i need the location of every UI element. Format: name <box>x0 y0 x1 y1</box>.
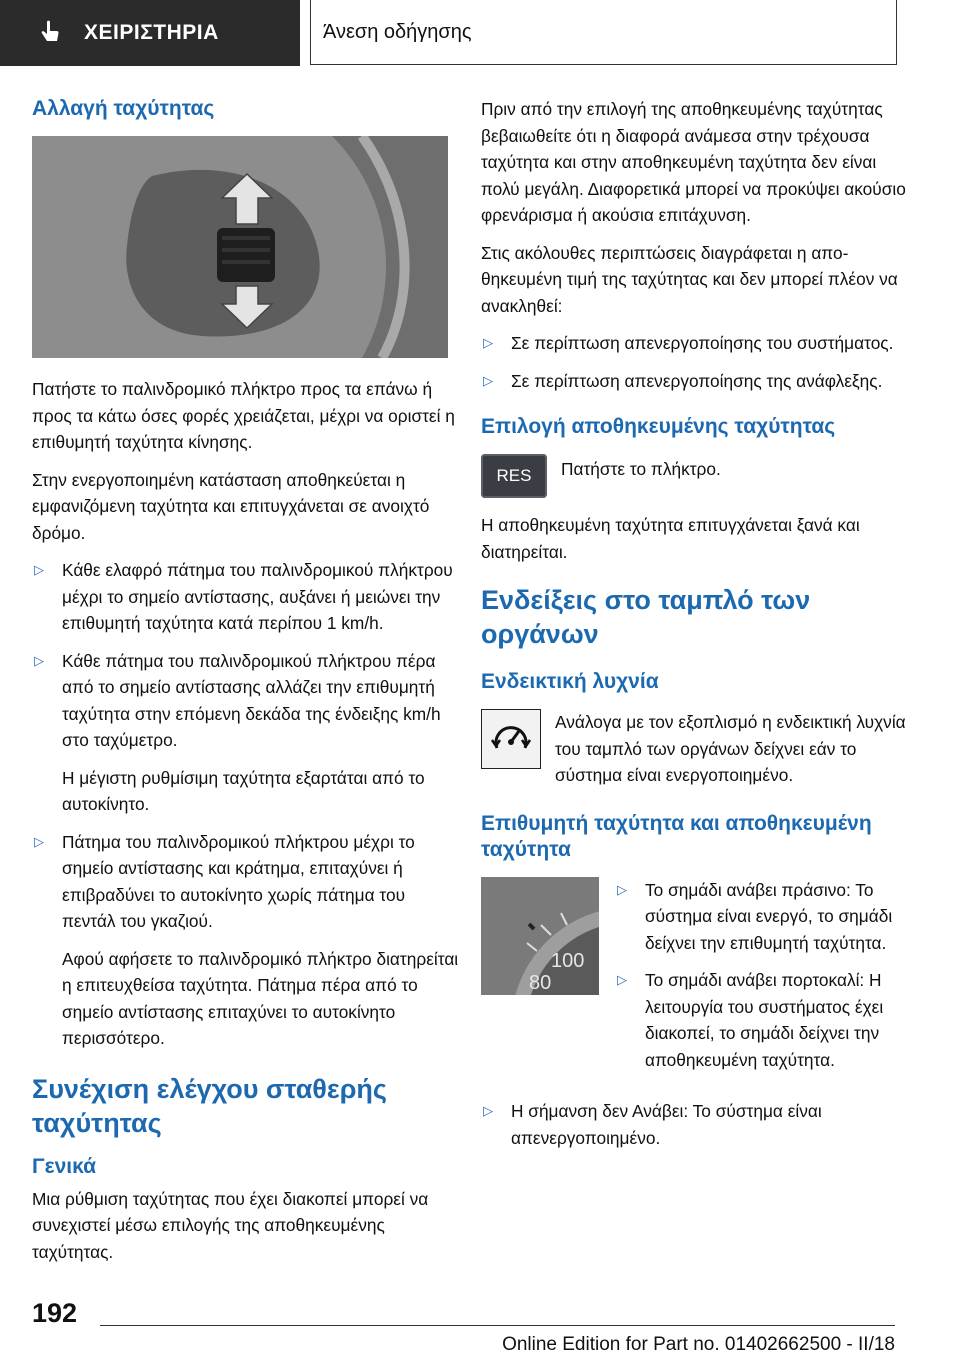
chapter-header <box>310 0 897 65</box>
paragraph: Η αποθηκευμένη ταχύτητα επιτυγχάνεται ξανά και διατηρείται. <box>481 515 860 562</box>
res-key-row <box>481 454 911 498</box>
bullet-subparagraph: Η μέγιστη ρυθμίσιμη ταχύτητα εξαρτάται από το αυτοκίνητο. <box>62 767 425 814</box>
gauge-bullets <box>615 877 911 1085</box>
res-button-icon: RES <box>481 454 547 498</box>
bullet-triangle-icon: ▷ <box>617 972 627 987</box>
bullet-triangle-icon: ▷ <box>34 562 44 577</box>
paragraph: Πατήστε το πλήκτρο. <box>561 459 721 479</box>
hand-pointer-icon <box>36 18 66 48</box>
steering-wheel-rocker-photo <box>32 136 448 358</box>
bullet-item: ▷ Η σήμανση δεν Ανάβει: Το σύστημα είναι απενεργοποιημένο. <box>481 1098 911 1151</box>
paragraph: Πατήστε το παλινδρομικό πλήκτρο προς τα επάνω ή προς τα κάτω όσες φορές χρειάζεται, μέχρι να οριστεί η επιθυμητή ταχύτητα κίνησης. <box>32 379 455 452</box>
gauge-label-100: 100 <box>551 949 585 972</box>
section-title: ΧΕΙΡΙΣΤΗΡΙΑ <box>84 21 219 44</box>
section-tab <box>0 0 300 66</box>
heading-change-speed: Αλλαγή ταχύτητας <box>32 97 215 120</box>
indicator-lamp-row <box>481 709 911 789</box>
heading-desired-stored-speed: Επιθυμητή ταχύτητα και αποθηκευμένη ταχύτητα <box>481 811 872 861</box>
paragraph: Μια ρύθμιση ταχύτητας που έχει διακοπεί μπορεί να συνεχιστεί μέσω επιλογής της αποθηκευμένης ταχύτητας. <box>32 1188 429 1262</box>
heading-indicator-lamp: Ενδεικτική λυχνία <box>481 670 659 693</box>
bullet-triangle-icon: ▷ <box>483 1103 493 1118</box>
footer <box>100 1325 895 1355</box>
bullet-item: ▷ Σε περίπτωση απενεργοποίησης της ανάφλεξης. <box>481 368 911 395</box>
bullet-item: ▷ Σε περίπτωση απενεργοποίησης του συστήματος. <box>481 330 911 357</box>
chapter-title: Άνεση οδήγησης <box>323 20 472 43</box>
paragraph: Στην ενεργοποιημένη κατάσταση αποθηκεύεται η εμφανιζόμενη ταχύτητα και επιτυγχάνεται σε ανοιχτό δρόμο. <box>32 469 430 543</box>
heading-instrument-indications: Ενδείξεις στο ταμπλό των οργάνων <box>481 585 811 649</box>
bullet-triangle-icon: ▷ <box>617 881 627 897</box>
paragraph: Στις ακόλουθες περιπτώσεις διαγράφεται η αποθηκευμένη τιμή της ταχύτητας και δεν μπορεί πλέον να ανακληθεί: <box>481 242 898 316</box>
bullet-triangle-icon: ▷ <box>34 652 44 668</box>
heading-general: Γενικά <box>32 1154 97 1178</box>
bullet-subparagraph: Αφού αφήσετε το παλινδρομικό πλήκτρο διατηρείται η επιτευχθείσα ταχύτητα. Πάτημα πέρα από το σημείο αντίστασης επιταχύνει το αυτοκίνητο περισσότερο. <box>62 948 459 1048</box>
footer-text: Online Edition for Part no. 01402662500 - II/18 <box>502 1334 895 1355</box>
heading-continue-cruise: Συνέχιση ελέγχου σταθερής ταχύτητας <box>32 1073 387 1138</box>
paragraph: Πριν από την επιλογή της αποθηκευμένης ταχύτητας βεβαιωθείτε ότι η διαφορά ανάμεσα στην τρέχουσα ταχύτητα και στην αποθηκευμένη ταχύτητα δεν είναι πολύ μεγάλη. Διαφορετικά μπορεί να προκύψει ακούσιο φρενάρισμα ή ακούσια επιτάχυνση. <box>481 99 906 225</box>
bullet-item: ▷ Το σημάδι ανάβει πράσινο: Το σύστημα είναι ενεργό, το σημάδι δείχνει την επιθυμητή ταχύτητα. <box>615 877 911 957</box>
cruise-control-lamp-icon <box>481 709 541 769</box>
bullet-triangle-icon: ▷ <box>34 833 44 849</box>
bullet-item: ▷ Πάτημα του παλινδρομικού πλήκτρου μέχρι το σημείο αντίστασης και κράτημα, επιταχύνει ή επιβραδύνει το αυτοκίνητο χωρίς πάτημα του πεντάλ του γκαζιού. <box>32 829 462 935</box>
heading-select-stored-speed: Επιλογή αποθηκευμένης ταχύτητας <box>481 415 836 438</box>
bullet-triangle-icon: ▷ <box>483 372 493 388</box>
left-column <box>32 96 462 1276</box>
bullet-item: ▷ Κάθε ελαφρό πάτημα του παλινδρομικού πλήκτρου μέχρι το σημείο αντίστασης, αυξάνει ή μειώνει την επιθυμητή ταχύτητα κατά περίπου 1 km/h. <box>32 557 462 637</box>
bullet-item: ▷ Το σημάδι ανάβει πορτοκαλί: Η λειτουργία του συστήματος έχει διακοπεί, το σημάδι δείχνει την αποθηκευμένη ταχύτητα. <box>615 967 911 1073</box>
bullet-triangle-icon: ▷ <box>483 335 493 350</box>
bullet-item: ▷ Κάθε πάτημα του παλινδρομικού πλήκτρου πέρα από το σημείο αντίστασης αλλάζει την επιθυμητή ταχύτητα στην επόμενη δεκάδα της ένδειξης km/h στο ταχύμετρο. <box>32 648 462 754</box>
right-column <box>481 96 911 1162</box>
paragraph: Ανάλογα με τον εξοπλισμό η ενδεικτική λυχνία του ταμπλό των οργάνων δείχνει εάν το σύστημα είναι ενεργοποιημένο. <box>555 712 906 785</box>
gauge-row <box>481 877 911 1085</box>
gauge-label-80: 80 <box>529 971 552 994</box>
speedometer-photo <box>481 877 599 995</box>
page-number: 192 <box>32 1298 78 1328</box>
